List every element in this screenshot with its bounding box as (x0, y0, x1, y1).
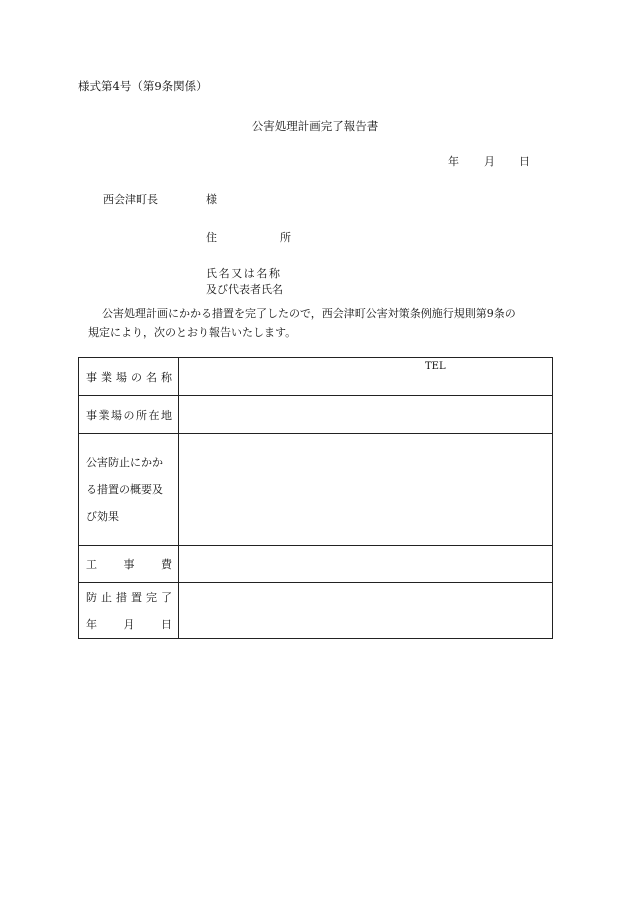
value-completion-date[interactable] (179, 583, 553, 639)
label-char: 在 (148, 408, 160, 422)
tel-label: TEL (425, 361, 446, 372)
value-construction-cost[interactable] (179, 546, 553, 583)
label-line: び効果 (86, 510, 119, 523)
label-char: 日 (161, 617, 172, 631)
row-business-location (79, 396, 553, 434)
addressee-honorific: 様 (206, 193, 217, 206)
label-char: 所 (136, 408, 147, 422)
label-line: る措置の概要及 (86, 483, 163, 496)
label-char: の (131, 370, 142, 384)
document-title: 公害処理計画完了報告書 (251, 119, 379, 133)
label-char: 月 (123, 617, 135, 631)
label-business-location (79, 396, 179, 434)
address-label-char-2: 所 (280, 231, 291, 244)
value-business-location[interactable] (179, 396, 553, 434)
value-business-name[interactable] (179, 358, 553, 396)
label-char: 止 (101, 590, 112, 604)
label-char: 費 (161, 558, 172, 571)
row-completion-date (79, 583, 553, 639)
date-day-label: 日 (519, 155, 530, 168)
name-label-line-2: 及び代表者氏名 (206, 283, 283, 296)
body-text-line-1: 公害処理計画にかかる措置を完了したので，西会津町公害対策条例施行規則第9条の (102, 307, 516, 320)
label-line: 公害防止にかか (86, 456, 163, 469)
value-measures-summary[interactable] (179, 434, 553, 546)
label-line (86, 611, 172, 638)
name-label-line-1: 氏名又は名称 (206, 267, 282, 280)
label-char: 置 (131, 590, 142, 604)
label-line (86, 584, 172, 611)
report-table (78, 357, 553, 639)
label-char: 防 (86, 590, 97, 604)
label-char: 完 (146, 590, 157, 604)
label-char: 称 (161, 370, 172, 384)
label-construction-cost (79, 546, 179, 583)
row-business-name (79, 358, 553, 396)
label-char: の (123, 408, 135, 422)
label-char: 名 (146, 370, 157, 384)
label-char: 事 (86, 408, 97, 422)
label-char: 場 (111, 408, 122, 422)
addressee-name: 西会津町長 (103, 193, 158, 206)
label-char: 事 (123, 558, 135, 571)
form-number: 様式第4号（第9条関係） (78, 79, 208, 93)
address-label-char-1: 住 (206, 231, 217, 244)
label-char: 年 (86, 617, 97, 631)
label-char: 業 (101, 370, 112, 384)
label-char: 事 (86, 370, 97, 384)
label-completion-date (79, 583, 179, 639)
label-char: 措 (116, 590, 127, 604)
row-measures-summary (79, 434, 553, 546)
report-body-text (78, 304, 558, 342)
label-char: 了 (161, 590, 172, 604)
label-business-name (79, 358, 179, 396)
label-char: 工 (86, 558, 97, 571)
body-text-line-2: 規定により，次のとおり報告いたします。 (88, 326, 297, 339)
row-construction-cost (79, 546, 553, 583)
label-measures-summary (79, 434, 179, 546)
label-char: 場 (116, 370, 127, 384)
label-char: 地 (161, 408, 172, 422)
date-month-label: 月 (484, 155, 495, 168)
date-year-label: 年 (448, 155, 459, 168)
label-char: 業 (98, 408, 110, 422)
